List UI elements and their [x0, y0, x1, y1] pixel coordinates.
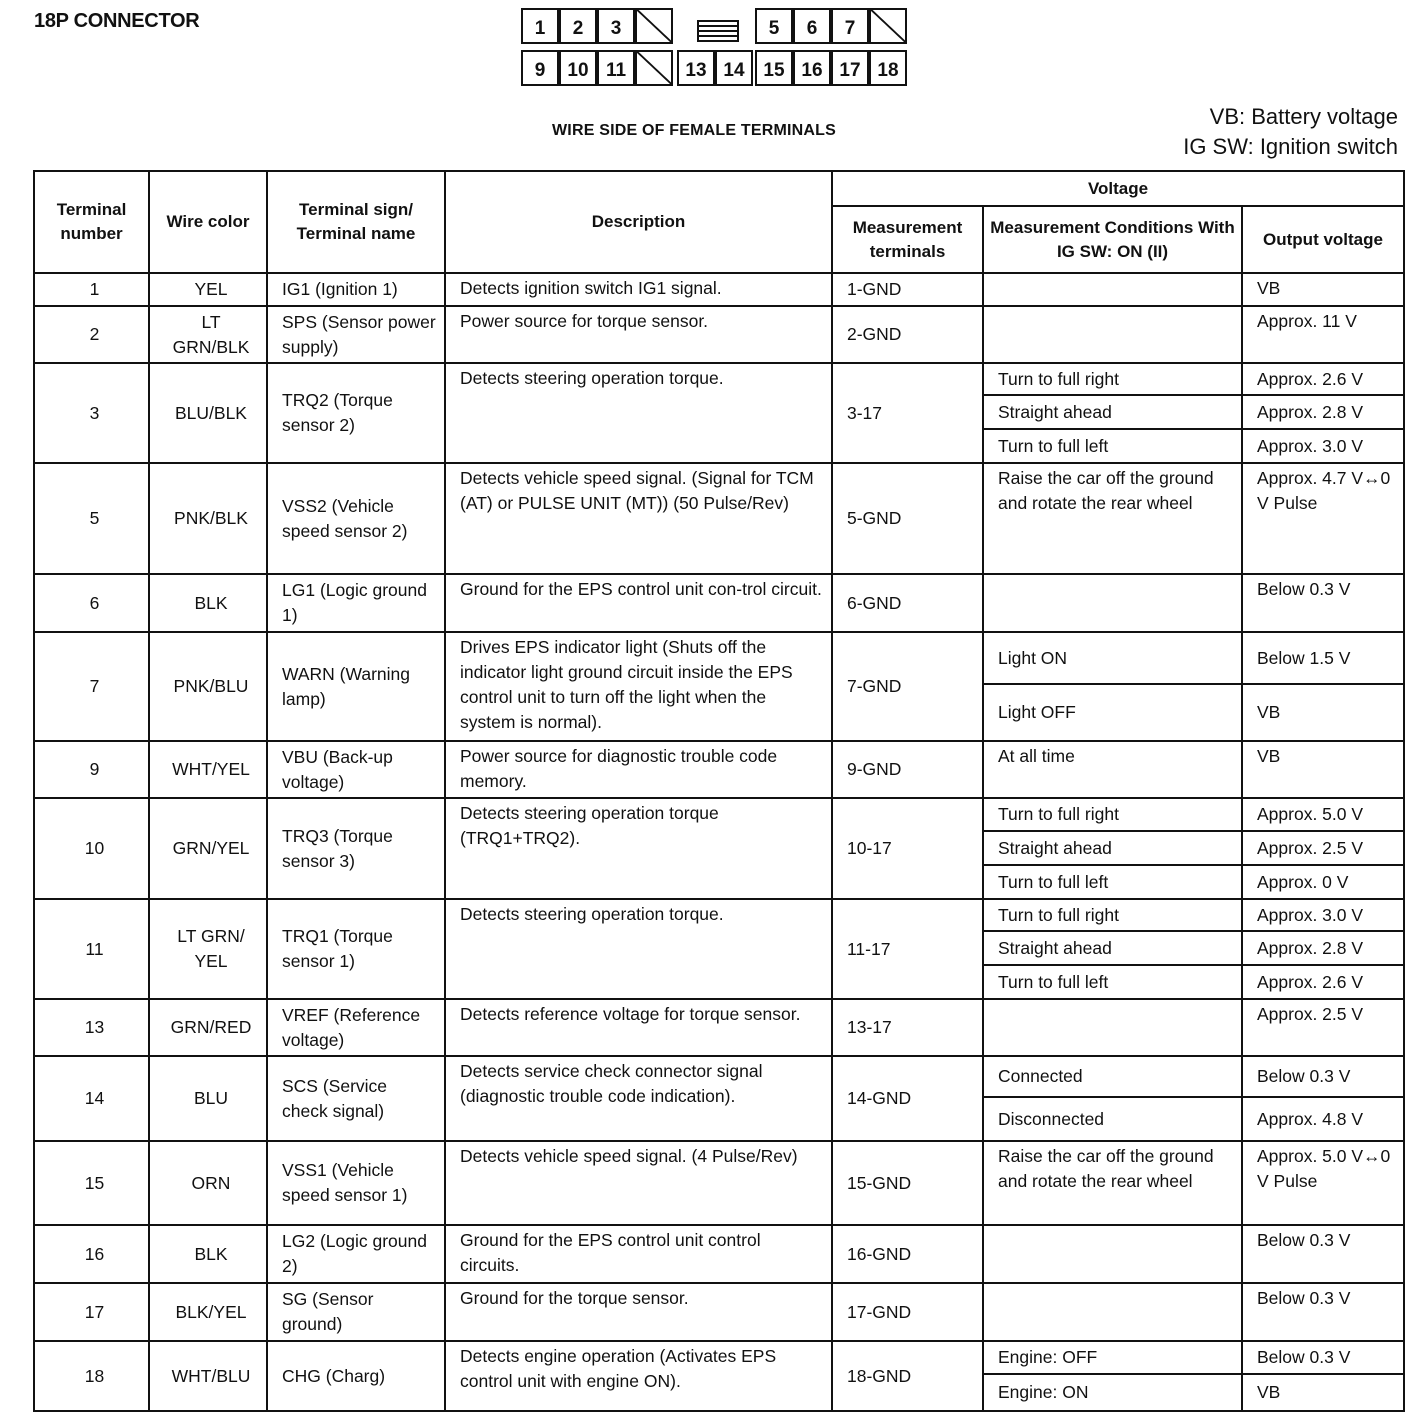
header-measurement-conditions: Measurement Conditions With IG SW: ON (II)	[983, 206, 1242, 273]
output-voltage-cell: Below 0.3 V	[1242, 1225, 1404, 1283]
connector-pin: 10	[559, 50, 597, 86]
output-voltage-cell: Approx. 5.0 V↔0 V Pulse	[1242, 1141, 1404, 1225]
connector-pin: 9	[521, 50, 559, 86]
table-row	[34, 798, 1404, 831]
terminal-table	[33, 170, 1405, 1412]
condition-cell	[983, 574, 1242, 632]
wire-color-cell: WHT/BLU	[149, 1341, 267, 1411]
table-row	[34, 1141, 1404, 1225]
output-voltage-cell: Approx. 4.7 V↔0 V Pulse	[1242, 463, 1404, 574]
condition-cell	[983, 1283, 1242, 1341]
terminal-number-cell: 6	[34, 574, 149, 632]
terminal-number-cell: 5	[34, 463, 149, 574]
condition-cell: Turn to full right	[983, 363, 1242, 395]
description-cell: Detects reference voltage for torque sensor.	[445, 999, 832, 1056]
condition-cell: Light ON	[983, 632, 1242, 684]
wire-color-cell: YEL	[149, 273, 267, 306]
measurement-terminals-cell: 15-GND	[832, 1141, 983, 1225]
connector-view-caption: WIRE SIDE OF FEMALE TERMINALS	[552, 122, 837, 139]
measurement-terminals-cell: 3-17	[832, 363, 983, 463]
description-cell: Detects steering operation torque (TRQ1+TRQ2).	[445, 798, 832, 899]
condition-cell: Straight ahead	[983, 395, 1242, 429]
connector-pin: 18	[869, 50, 907, 86]
output-voltage-cell: Approx. 3.0 V	[1242, 899, 1404, 931]
table-row	[34, 1056, 1404, 1097]
condition-cell	[983, 306, 1242, 363]
condition-cell: Turn to full right	[983, 798, 1242, 831]
table-row	[34, 306, 1404, 363]
wire-color-cell: PNK/BLU	[149, 632, 267, 741]
connector-pin: 16	[793, 50, 831, 86]
terminal-number-cell: 13	[34, 999, 149, 1056]
terminal-name-cell: TRQ1 (Torque sensor 1)	[267, 899, 445, 999]
measurement-terminals-cell: 9-GND	[832, 741, 983, 798]
output-voltage-cell: Below 0.3 V	[1242, 1341, 1404, 1374]
terminal-name-cell: IG1 (Ignition 1)	[267, 273, 445, 306]
wire-color-cell: WHT/YEL	[149, 741, 267, 798]
condition-cell: Turn to full right	[983, 899, 1242, 931]
output-voltage-cell: Approx. 2.8 V	[1242, 931, 1404, 965]
output-voltage-cell: Below 0.3 V	[1242, 1283, 1404, 1341]
measurement-terminals-cell: 7-GND	[832, 632, 983, 741]
description-cell: Detects steering operation torque.	[445, 363, 832, 463]
description-cell: Detects ignition switch IG1 signal.	[445, 273, 832, 306]
measurement-terminals-cell: 16-GND	[832, 1225, 983, 1283]
table-row	[34, 273, 1404, 306]
output-voltage-cell: Approx. 2.6 V	[1242, 965, 1404, 999]
condition-cell: Turn to full left	[983, 965, 1242, 999]
table-row	[34, 999, 1404, 1056]
table-row	[34, 574, 1404, 632]
connector-empty-slot	[635, 8, 673, 44]
output-voltage-cell: Below 0.3 V	[1242, 574, 1404, 632]
description-cell: Drives EPS indicator light (Shuts off the indicator light ground circuit inside the EPS control unit to turn off the light when the system is normal).	[445, 632, 832, 741]
terminal-number-cell: 9	[34, 741, 149, 798]
connector-pin: 1	[521, 8, 559, 44]
output-voltage-cell: VB	[1242, 741, 1404, 798]
wire-color-cell: BLK	[149, 574, 267, 632]
output-voltage-cell: Approx. 2.5 V	[1242, 831, 1404, 865]
terminal-name-cell: SPS (Sensor power supply)	[267, 306, 445, 363]
terminal-number-cell: 18	[34, 1341, 149, 1411]
table-row	[34, 741, 1404, 798]
legend-vb: VB: Battery voltage	[1209, 104, 1398, 129]
terminal-number-cell: 14	[34, 1056, 149, 1141]
condition-cell	[983, 999, 1242, 1056]
connector-empty-slot	[869, 8, 907, 44]
connector-pin: 15	[755, 50, 793, 86]
header-measurement-terminals: Measurement terminals	[832, 206, 983, 273]
wire-color-cell: GRN/RED	[149, 999, 267, 1056]
table-row	[34, 463, 1404, 574]
wire-color-cell: ORN	[149, 1141, 267, 1225]
terminal-number-cell: 3	[34, 363, 149, 463]
output-voltage-cell: Approx. 4.8 V	[1242, 1097, 1404, 1141]
connector-pin: 6	[793, 8, 831, 44]
measurement-terminals-cell: 13-17	[832, 999, 983, 1056]
condition-cell: Engine: ON	[983, 1374, 1242, 1411]
terminal-number-cell: 17	[34, 1283, 149, 1341]
table-row	[34, 632, 1404, 684]
condition-cell: Turn to full left	[983, 865, 1242, 899]
terminal-name-cell: VSS2 (Vehicle speed sensor 2)	[267, 463, 445, 574]
description-cell: Detects vehicle speed signal. (4 Pulse/Rev)	[445, 1141, 832, 1225]
terminal-name-cell: VSS1 (Vehicle speed sensor 1)	[267, 1141, 445, 1225]
condition-cell: Connected	[983, 1056, 1242, 1097]
terminal-name-cell: TRQ3 (Torque sensor 3)	[267, 798, 445, 899]
connector-empty-slot	[635, 50, 673, 86]
output-voltage-cell: VB	[1242, 1374, 1404, 1411]
terminal-name-cell: WARN (Warning lamp)	[267, 632, 445, 741]
condition-cell: Raise the car off the ground and rotate the rear wheel	[983, 463, 1242, 574]
wire-color-cell: GRN/YEL	[149, 798, 267, 899]
condition-cell: Engine: OFF	[983, 1341, 1242, 1374]
connector-pin: 7	[831, 8, 869, 44]
output-voltage-cell: Below 0.3 V	[1242, 1056, 1404, 1097]
output-voltage-cell: VB	[1242, 684, 1404, 741]
table-row	[34, 899, 1404, 931]
description-cell: Ground for the EPS control unit con-trol circuit.	[445, 574, 832, 632]
output-voltage-cell: Approx. 2.5 V	[1242, 999, 1404, 1056]
header-terminal-name: Terminal sign/ Terminal name	[267, 171, 445, 273]
description-cell: Detects service check connector signal (diagnostic trouble code indication).	[445, 1056, 832, 1141]
condition-cell: Disconnected	[983, 1097, 1242, 1141]
abbreviation-legend	[1183, 102, 1398, 162]
description-cell: Power source for torque sensor.	[445, 306, 832, 363]
connector-pin: 13	[677, 50, 715, 86]
terminal-name-cell: TRQ2 (Torque sensor 2)	[267, 363, 445, 463]
measurement-terminals-cell: 5-GND	[832, 463, 983, 574]
measurement-terminals-cell: 2-GND	[832, 306, 983, 363]
terminal-name-cell: LG2 (Logic ground 2)	[267, 1225, 445, 1283]
wire-color-cell: LT GRN/BLK	[149, 306, 267, 363]
terminal-name-cell: CHG (Charg)	[267, 1341, 445, 1411]
table-row	[34, 1225, 1404, 1283]
terminal-number-cell: 7	[34, 632, 149, 741]
wire-color-cell: BLU	[149, 1056, 267, 1141]
condition-cell	[983, 273, 1242, 306]
condition-cell: Raise the car off the ground and rotate the rear wheel	[983, 1141, 1242, 1225]
connector-lock-tab-icon	[697, 20, 739, 42]
table-row	[34, 1283, 1404, 1341]
measurement-terminals-cell: 11-17	[832, 899, 983, 999]
terminal-name-cell: LG1 (Logic ground 1)	[267, 574, 445, 632]
measurement-terminals-cell: 18-GND	[832, 1341, 983, 1411]
terminal-number-cell: 15	[34, 1141, 149, 1225]
terminal-name-cell: VREF (Reference voltage)	[267, 999, 445, 1056]
measurement-terminals-cell: 17-GND	[832, 1283, 983, 1341]
condition-cell: Light OFF	[983, 684, 1242, 741]
connector-pin: 17	[831, 50, 869, 86]
wire-color-cell: BLK	[149, 1225, 267, 1283]
condition-cell	[983, 1225, 1242, 1283]
condition-cell: At all time	[983, 741, 1242, 798]
condition-cell: Turn to full left	[983, 429, 1242, 463]
output-voltage-cell: VB	[1242, 273, 1404, 306]
measurement-terminals-cell: 14-GND	[832, 1056, 983, 1141]
connector-title: 18P CONNECTOR	[34, 10, 200, 32]
header-wire-color: Wire color	[149, 171, 267, 273]
output-voltage-cell: Below 1.5 V	[1242, 632, 1404, 684]
legend-ig-sw: IG SW: Ignition switch	[1183, 134, 1398, 159]
terminal-name-cell: SG (Sensor ground)	[267, 1283, 445, 1341]
output-voltage-cell: Approx. 5.0 V	[1242, 798, 1404, 831]
connector-pin: 5	[755, 8, 793, 44]
connector-pin: 3	[597, 8, 635, 44]
connector-pin: 14	[715, 50, 753, 86]
wire-color-cell: BLK/YEL	[149, 1283, 267, 1341]
output-voltage-cell: Approx. 2.6 V	[1242, 363, 1404, 395]
description-cell: Detects vehicle speed signal. (Signal for TCM (AT) or PULSE UNIT (MT)) (50 Pulse/Rev)	[445, 463, 832, 574]
description-cell: Detects steering operation torque.	[445, 899, 832, 999]
table-row	[34, 1341, 1404, 1374]
description-cell: Detects engine operation (Activates EPS control unit with engine ON).	[445, 1341, 832, 1411]
terminal-name-cell: VBU (Back-up voltage)	[267, 741, 445, 798]
wire-color-cell: LT GRN/ YEL	[149, 899, 267, 999]
output-voltage-cell: Approx. 3.0 V	[1242, 429, 1404, 463]
output-voltage-cell: Approx. 11 V	[1242, 306, 1404, 363]
terminal-number-cell: 1	[34, 273, 149, 306]
measurement-terminals-cell: 6-GND	[832, 574, 983, 632]
measurement-terminals-cell: 1-GND	[832, 273, 983, 306]
output-voltage-cell: Approx. 2.8 V	[1242, 395, 1404, 429]
table-row	[34, 363, 1404, 395]
condition-cell: Straight ahead	[983, 831, 1242, 865]
output-voltage-cell: Approx. 0 V	[1242, 865, 1404, 899]
header-voltage: Voltage	[832, 171, 1404, 206]
terminal-name-cell: SCS (Service check signal)	[267, 1056, 445, 1141]
description-cell: Power source for diagnostic trouble code memory.	[445, 741, 832, 798]
description-cell: Ground for the EPS control unit control circuits.	[445, 1225, 832, 1283]
terminal-number-cell: 2	[34, 306, 149, 363]
wire-color-cell: PNK/BLK	[149, 463, 267, 574]
condition-cell: Straight ahead	[983, 931, 1242, 965]
terminal-number-cell: 16	[34, 1225, 149, 1283]
terminal-number-cell: 11	[34, 899, 149, 999]
measurement-terminals-cell: 10-17	[832, 798, 983, 899]
description-cell: Ground for the torque sensor.	[445, 1283, 832, 1341]
connector-pin: 11	[597, 50, 635, 86]
wire-color-cell: BLU/BLK	[149, 363, 267, 463]
header-output-voltage: Output voltage	[1242, 206, 1404, 273]
connector-pin: 2	[559, 8, 597, 44]
terminal-number-cell: 10	[34, 798, 149, 899]
header-terminal-number: Terminal number	[34, 171, 149, 273]
header-description: Description	[445, 171, 832, 273]
